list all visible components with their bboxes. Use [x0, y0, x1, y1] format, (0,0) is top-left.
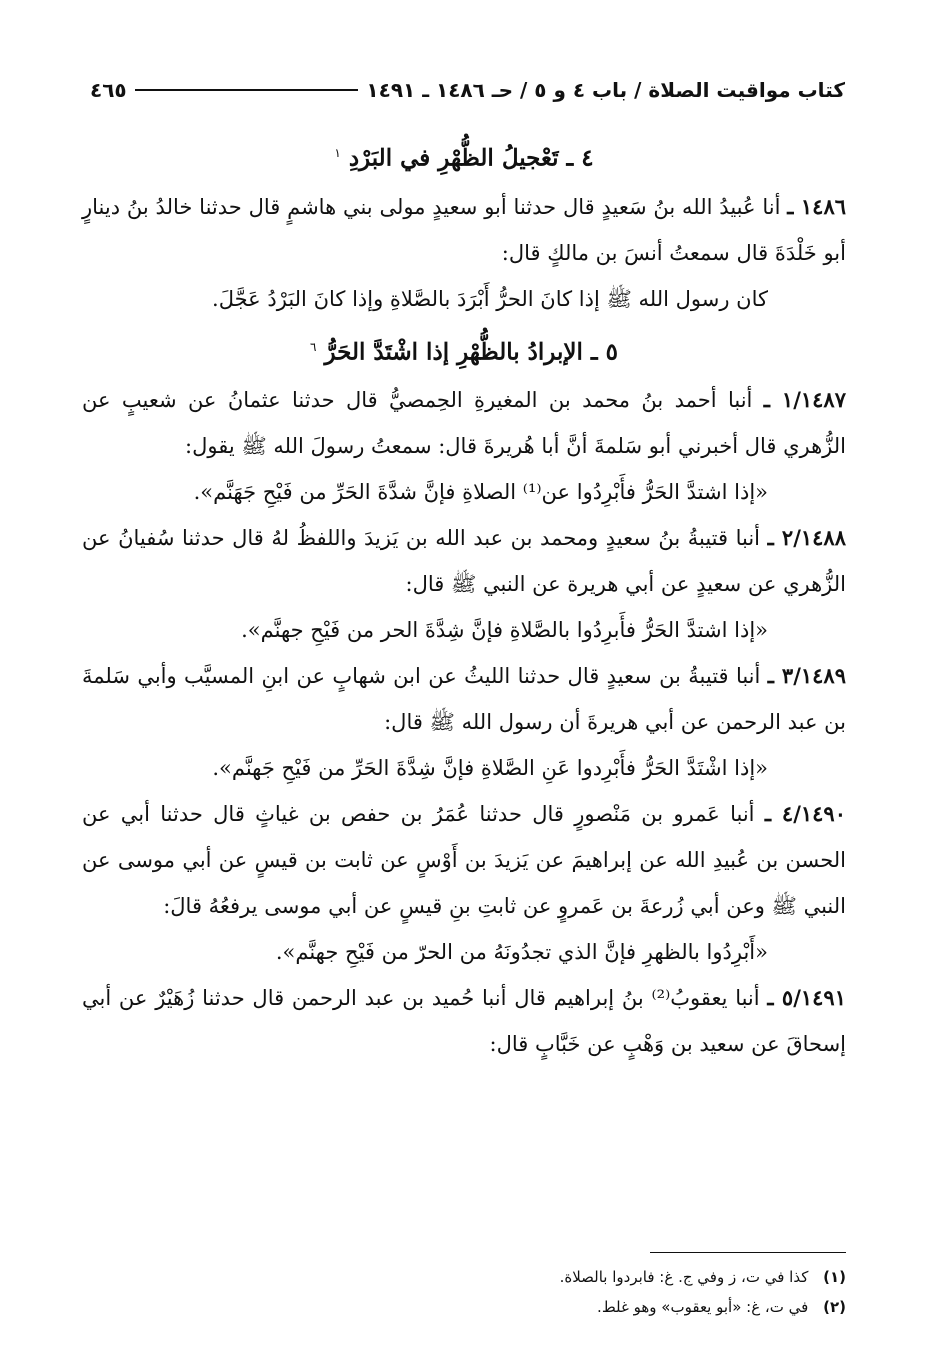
header-rule — [135, 89, 359, 91]
hadith-number: ٥/١٤٩١ ـ — [767, 985, 846, 1011]
running-header — [90, 78, 845, 102]
footnote-number: (١) — [823, 1268, 846, 1286]
footnote-number: (٢) — [823, 1298, 846, 1316]
footnote-text: في ت، غ: «أبو يعقوب» وهو غلط. — [597, 1298, 809, 1316]
hadith-1488-matn: «إذا اشتدَّ الحَرُّ فأَبرِدُوا بالصَّلاةِ فإنَّ شِدَّةَ الحر من فَيْحِ جهنَّم». — [241, 618, 768, 643]
hadith-1488 — [82, 515, 846, 607]
footnote-1 — [82, 1262, 846, 1292]
hadith-isnad: أنبا أحمد بنُ محمد بن المغيرةِ الحِمصيُّ قال حدثنا عثمانُ عن شعيبٍ عن الزُّهري قال أخبرني أبو سَلمةَ أنَّ أبا هُريرةَ قال: سمعتُ رسولَ الله ﷺ يقول: — [82, 388, 846, 459]
hadith-1489 — [82, 653, 846, 745]
chapter-4-title: ٤ ـ تَعْجيلُ الظُّهْرِ في البَرْدِ — [348, 144, 594, 172]
hadith-1486 — [82, 184, 846, 276]
hadith-1486-matn: كان رسول الله ﷺ إذا كانَ الحرُّ أَبْرَدَ بالصَّلاةِ وإذا كانَ البَرْدُ عَجَّلَ. — [212, 286, 768, 311]
hadith-1490 — [82, 791, 846, 929]
hadith-number: ٢/١٤٨٨ ـ — [767, 525, 846, 551]
hadith-1487-matn: «إذا اشتدَّ الحَرُّ فأَبْرِدُوا عن⁽¹⁾ الصلاةِ فإنَّ شدَّةَ الحَرِّ من فَيْحِ جَهَنَّم». — [193, 480, 768, 505]
footnote-text: كذا في ت، ز وفي ج. غ: فابردوا بالصلاة. — [559, 1268, 809, 1286]
page-number: ٤٦٥ — [90, 78, 127, 102]
hadith-number: ١٤٨٦ ـ — [787, 193, 847, 219]
footnotes — [82, 1262, 846, 1322]
hadith-isnad: أنبا قتيبةُ بن سعيدٍ قال حدثنا الليثُ عن ابن شهابٍ عن ابنِ المسيَّب وأبي سَلمةَ بن عبد الرحمن عن أبي هريرةَ أن رسول الله ﷺ قال: — [82, 664, 846, 735]
hadith-isnad: أنا عُبيدُ الله بنُ سَعيدٍ قال حدثنا أبو سعيدٍ مولى بني هاشمٍ قال حدثنا خالدُ بنُ دينارٍ أبو خَلْدَةَ قال سمعتُ أنسَ بن مالكٍ قال: — [82, 194, 846, 265]
hadith-1489-matn: «إذا اشْتَدَّ الحَرُّ فأَبْرِدوا عَنِ الصَّلاةِ فإنَّ شِدَّةَ الحَرِّ من فَيْحِ جَهنَّم». — [212, 756, 768, 781]
hadith-number: ١/١٤٨٧ ـ — [763, 387, 846, 413]
hadith-isnad: أنبا قتيبةُ بنُ سعيدٍ ومحمد بن عبد الله بن يَزيدَ واللفظُ لهُ قال حدثنا سُفيانُ عن الزُّهري عن سعيدٍ عن أبي هريرة عن النبي ﷺ قال: — [82, 526, 846, 597]
footnote-divider — [650, 1252, 846, 1253]
page-body — [82, 128, 846, 1067]
hadith-isnad: أنبا يعقوبُ⁽²⁾ بنُ إبراهيم قال أنبا حُميد بن عبد الرحمن قال حدثنا زُهَيْرٌ عن أبي إسحاقَ عن سعيد بن وَهْبٍ عن خَبَّابٍ قال: — [82, 986, 846, 1057]
hadith-1491 — [82, 975, 846, 1067]
hadith-number: ٣/١٤٨٩ ـ — [767, 663, 846, 689]
hadith-isnad: أنبا عَمرو بن مَنْصورٍ قال حدثنا عُمَرُ بن حفص بن غياثٍ قال حدثنا أبي عن الحسن بن عُبيدِ الله عن إبراهيمَ عن يَزيدَ بن أَوْسٍ عن ثابت بن قيسٍ عن أبي موسى عن النبي ﷺ وعن أبي زُرعةَ بن عَمروٍ عن ثابتِ بنِ قيسٍ عن أبي موسى يرفعُهُ قالَ: — [82, 802, 846, 919]
hadith-1490-matn: «أَبْرِدُوا بالظهرِ فإنَّ الذي تجدُونَهُ من الحرّ من فَيْحِ جهنَّم». — [275, 940, 768, 965]
footnote-2 — [82, 1292, 846, 1322]
hadith-number: ٤/١٤٩٠ ـ — [764, 801, 846, 827]
chapter-5-title: ٥ ـ الإبرادُ بالظُّهْرِ إذا اشْتَدَّ الحَرُّ — [324, 338, 619, 366]
chapter-5-note: ٦ — [309, 339, 317, 354]
hadith-1487 — [82, 377, 846, 469]
chapter-4-heading — [82, 128, 846, 184]
chapter-5-heading — [82, 322, 846, 378]
header-title: كتاب مواقيت الصلاة / باب ٤ و ٥ / حـ ١٤٨٦ ـ ١٤٩١ — [366, 78, 845, 102]
chapter-4-note: ١ — [334, 146, 341, 160]
